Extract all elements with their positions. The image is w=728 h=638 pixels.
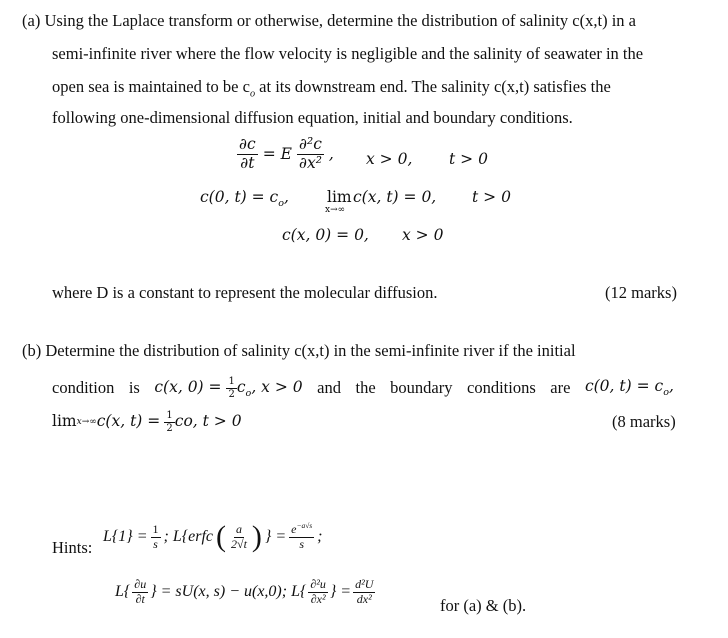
part-b-marks: (8 marks) [612, 412, 676, 431]
word-condition: condition [52, 377, 115, 397]
hints-for: for (a) & (b). [440, 596, 527, 615]
diffusion-equation [237, 136, 334, 173]
eq1-condition-x: x > 0, [366, 150, 413, 168]
lhs-denominator: ∂t [240, 153, 255, 172]
equals-E: = E [262, 145, 292, 164]
part-b-line-2 [52, 376, 674, 400]
ic-b-lhs: c(x, 0) = [154, 378, 222, 396]
half-den: 2 [228, 388, 235, 400]
hint2-dx2b: dx² [356, 591, 372, 606]
lhs-numerator: ∂c [239, 135, 256, 153]
word-is: is [128, 377, 140, 397]
c-sub-b: o [183, 412, 193, 431]
word-conditions: conditions [467, 377, 536, 397]
hint-1 [103, 522, 323, 552]
half-den-b: 2 [166, 422, 173, 434]
hint2-d2Udx2 [353, 578, 375, 607]
bc-left-text: c(0, t) = c [200, 188, 279, 206]
hint2-dt: ∂t [135, 591, 145, 606]
hint1-e: e [291, 522, 297, 537]
limit-b: lim [52, 412, 77, 431]
hint1-close: } = [264, 528, 287, 545]
hint2-L: L{ [115, 583, 131, 601]
hint1-2sqrt: 2√t [231, 536, 247, 551]
ic-b-cond: , x > 0 [251, 378, 303, 396]
limit-b-tail: , t > 0 [192, 412, 242, 431]
hints-label: Hints: [52, 538, 93, 557]
hint1-frac [151, 523, 161, 552]
c-symbol: c [236, 378, 246, 396]
part-b-line-3 [52, 410, 242, 434]
limit-subscript: x→∞ [325, 205, 346, 215]
half-num-b: 1 [166, 410, 173, 421]
eq1-comma: , [328, 145, 334, 164]
paren-left: ( [216, 520, 226, 553]
word-are: are [550, 377, 571, 397]
boundary-condition-right: c(x, t) = 0, [353, 188, 437, 206]
word-and: and [317, 377, 341, 397]
hint2-dudt [132, 578, 148, 607]
hint1-exp: −a√s [296, 521, 313, 531]
hint1-a: a [235, 521, 242, 536]
part-a-note: where D is a constant to represent the molecular diffusion. [52, 283, 438, 302]
hint2-d2u: ∂²u [310, 577, 326, 591]
hint-2 [115, 578, 375, 607]
part-a-line-4: following one-dimensional diffusion equation, initial and boundary conditions. [52, 108, 573, 127]
bc-left-sub: o [278, 198, 285, 210]
lhs-fraction [237, 136, 258, 173]
word-boundary: boundary [390, 377, 453, 397]
rhs-fraction [297, 136, 324, 173]
hint2-du: ∂u [134, 577, 147, 591]
initial-condition-b [154, 376, 302, 400]
subscript-o: o [249, 88, 256, 100]
hint1-exp-frac [289, 522, 314, 552]
hint2-d2udx2 [308, 578, 328, 607]
bc-left-comma: , [284, 188, 289, 206]
hint1-erfc: ; L{erfc [163, 528, 213, 545]
hint2-eq: } = [329, 583, 352, 601]
part-a-marks: (12 marks) [605, 283, 677, 302]
initial-condition: c(x, 0) = 0, [282, 226, 369, 244]
hint1-erfc-frac [229, 523, 249, 552]
hint2-mid: } = sU(x, s) − u(x,0); L{ [150, 583, 307, 601]
c-sub: o [245, 388, 252, 400]
hint1-den: s [153, 536, 158, 551]
paren-right: ) [251, 520, 262, 553]
part-a-line-3 [52, 79, 611, 100]
hint1-end: ; [317, 528, 323, 545]
word-the: the [355, 377, 376, 397]
hint2-dx2: ∂x² [310, 591, 326, 606]
bc-b-sub: o [663, 386, 669, 398]
part-a-line-3-start: open sea is maintained to be c [52, 77, 250, 96]
eq1-condition-t: t > 0 [449, 150, 488, 168]
c-symbol-b: c [174, 412, 184, 431]
eq3-condition-x: x > 0 [402, 226, 444, 244]
eq2-condition-t: t > 0 [472, 188, 511, 206]
rhs-numerator: ∂²c [298, 135, 322, 153]
hint1-L: L{1} = [103, 528, 148, 545]
hint1-s: s [299, 537, 304, 551]
limit-operator: lim [327, 188, 352, 206]
half-fraction-b [164, 410, 174, 434]
hint1-num: 1 [152, 521, 159, 536]
part-b-line-1: (b) Determine the distribution of salinity c(x,t) in the semi-infinite river if the initial [22, 341, 576, 360]
boundary-condition-b: c(0, $t) = c_o$, [584, 376, 674, 398]
rhs-denominator: ∂x² [298, 153, 322, 172]
bc-b-text: c(0, t) = c [584, 376, 664, 395]
limit-b-expression: c(x, t) = [96, 412, 161, 431]
hint2-d2U: d²U [355, 577, 374, 591]
part-a-line-1: (a) Using the Laplace transform or otherwise, determine the distribution of salinity c(x,t) in a [22, 11, 636, 30]
boundary-condition-left [200, 188, 289, 209]
half-fraction [226, 376, 236, 400]
part-a-line-3-end: at its downstream end. The salinity c(x,t) satisfies the [255, 77, 611, 96]
limit-b-sub: x→∞ [76, 416, 97, 427]
half-num: 1 [228, 376, 235, 387]
part-a-line-2: semi-infinite river where the flow velocity is negligible and the salinity of seawater in the [52, 44, 644, 63]
